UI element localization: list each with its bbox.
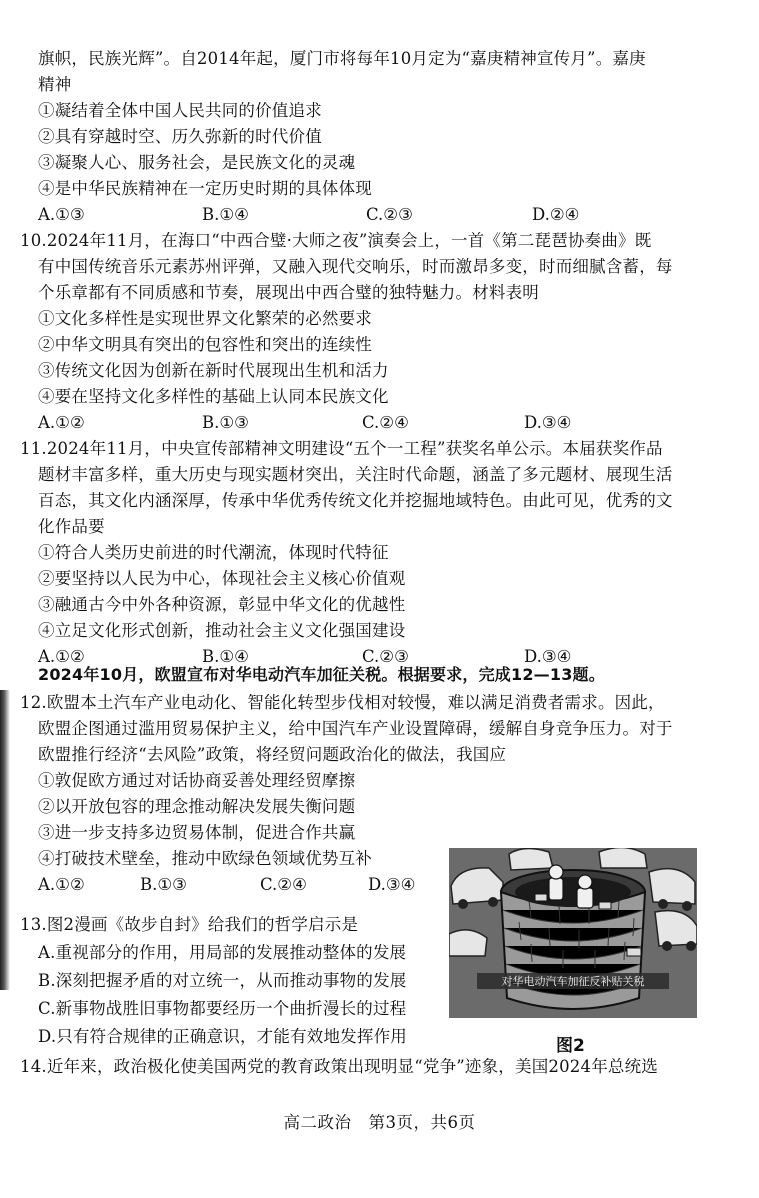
q11-option-b: B.①④ bbox=[202, 647, 249, 666]
q10-item: ③传统文化因为创新在新时代展现出生机和活力 bbox=[38, 361, 389, 380]
q12-option-c: C.②④ bbox=[260, 875, 307, 894]
q9-stem-line: 精神 bbox=[38, 75, 72, 94]
q12-option-a: A.①② bbox=[38, 875, 85, 894]
figure-caption: 图2 bbox=[556, 1036, 585, 1056]
q11-stem-line: 百态，其文化内涵深厚，传承中华优秀传统文化并挖掘地域特色。由此可见，优秀的文 bbox=[38, 491, 673, 510]
q13-option-c: C.新事物战胜旧事物都要经历一个曲折漫长的过程 bbox=[38, 999, 407, 1018]
q9-option-a: A.①③ bbox=[38, 205, 85, 224]
q14-stem-line: 14.近年来，政治极化使美国两党的教育政策出现明显“党争”迹象，美国2024年总统选 bbox=[20, 1057, 659, 1076]
q11-item: ②要坚持以人民为中心，体现社会主义核心价值观 bbox=[38, 569, 406, 588]
q12-item: ④打破技术壁垒，推动中欧绿色领域优势互补 bbox=[38, 849, 372, 868]
q12-stem-line: 欧盟推行经济“去风险”政策，将经贸问题政治化的做法，我国应 bbox=[38, 745, 507, 764]
q12-option-d: D.③④ bbox=[368, 875, 416, 894]
q10-option-d: D.③④ bbox=[524, 413, 572, 432]
cartoon-illustration bbox=[449, 848, 697, 1018]
q10-stem-line: 10.2024年11月，在海口“中西合璧·大师之夜”演奏会上，一首《第二琵琶协奏曲》既 bbox=[20, 231, 652, 250]
q9-item: ④是中华民族精神在一定历史时期的具体体现 bbox=[38, 179, 372, 198]
q10-item: ④要在坚持文化多样性的基础上认同本民族文化 bbox=[38, 387, 389, 406]
cartoon-figure bbox=[449, 848, 697, 1018]
q9-item: ③凝聚人心、服务社会，是民族文化的灵魂 bbox=[38, 153, 356, 172]
q10-option-a: A.①② bbox=[38, 413, 85, 432]
q10-item: ②中华文明具有突出的包容性和突出的连续性 bbox=[38, 335, 372, 354]
q9-option-d: D.②④ bbox=[532, 205, 580, 224]
q11-stem-line: 题材丰富多样，重大历史与现实题材突出，关注时代命题，涵盖了多元题材、展现生活 bbox=[38, 465, 673, 484]
q10-stem-line: 个乐章都有不同质感和节奏，展现出中西合璧的独特魅力。材料表明 bbox=[38, 283, 539, 302]
q11-item: ③融通古今中外各种资源，彰显中华文化的优越性 bbox=[38, 595, 406, 614]
q12-stem-line: 欧盟企图通过滥用贸易保护主义，给中国汽车产业设置障碍，缓解自身竞争压力。对于 bbox=[38, 719, 673, 738]
q10-stem-line: 有中国传统音乐元素苏州评弹，又融入现代交响乐，时而激昂多变，时而细腻含蓄，每 bbox=[38, 257, 673, 276]
q9-item: ①凝结着全体中国人民共同的价值追求 bbox=[38, 101, 322, 120]
q10-item: ①文化多样性是实现世界文化繁荣的必然要求 bbox=[38, 309, 372, 328]
q9-option-c: C.②③ bbox=[366, 205, 413, 224]
q13-option-a: A.重视部分的作用，用局部的发展推动整体的发展 bbox=[38, 943, 407, 962]
q12-13-intro: 2024年10月，欧盟宣布对华电动汽车加征关税。根据要求，完成12—13题。 bbox=[38, 665, 605, 684]
scan-edge-shadow bbox=[0, 690, 10, 990]
q11-stem-line: 11.2024年11月，中央宣传部精神文明建设“五个一工程”获奖名单公示。本届获奖作品 bbox=[20, 439, 663, 458]
q10-option-b: B.①③ bbox=[202, 413, 249, 432]
q11-option-a: A.①② bbox=[38, 647, 85, 666]
q9-item: ②具有穿越时空、历久弥新的时代价值 bbox=[38, 127, 322, 146]
q11-option-d: D.③④ bbox=[524, 647, 572, 666]
cartoon-banner-text: 对华电动汽车加征反补贴关税 bbox=[501, 975, 645, 988]
q13-stem-line: 13.图2漫画《故步自封》给我们的哲学启示是 bbox=[20, 915, 359, 934]
q9-option-b: B.①④ bbox=[202, 205, 249, 224]
q12-stem-line: 12.欧盟本土汽车产业电动化、智能化转型步伐相对较慢，难以满足消费者需求。因此， bbox=[20, 693, 665, 712]
q10-option-c: C.②④ bbox=[362, 413, 409, 432]
q12-item: ①敦促欧方通过对话协商妥善处理经贸摩擦 bbox=[38, 771, 356, 790]
q12-item: ②以开放包容的理念推动解决发展失衡问题 bbox=[38, 797, 356, 816]
q12-item: ③进一步支持多边贸易体制，促进合作共赢 bbox=[38, 823, 356, 842]
q9-stem-line: 旗帜，民族光辉”。自2014年起，厦门市将每年10月定为“嘉庚精神宣传月”。嘉庚 bbox=[38, 49, 646, 68]
q11-item: ①符合人类历史前进的时代潮流，体现时代特征 bbox=[38, 543, 389, 562]
page-footer: 高二政治 第3页，共6页 bbox=[283, 1113, 476, 1132]
q13-option-b: B.深刻把握矛盾的对立统一，从而推动事物的发展 bbox=[38, 971, 407, 990]
q11-item: ④立足文化形式创新，推动社会主义文化强国建设 bbox=[38, 621, 406, 640]
q13-option-d: D.只有符合规律的正确意识，才能有效地发挥作用 bbox=[38, 1027, 407, 1046]
q11-option-c: C.②③ bbox=[362, 647, 409, 666]
q12-option-b: B.①③ bbox=[140, 875, 187, 894]
q11-stem-line: 化作品要 bbox=[38, 517, 105, 536]
